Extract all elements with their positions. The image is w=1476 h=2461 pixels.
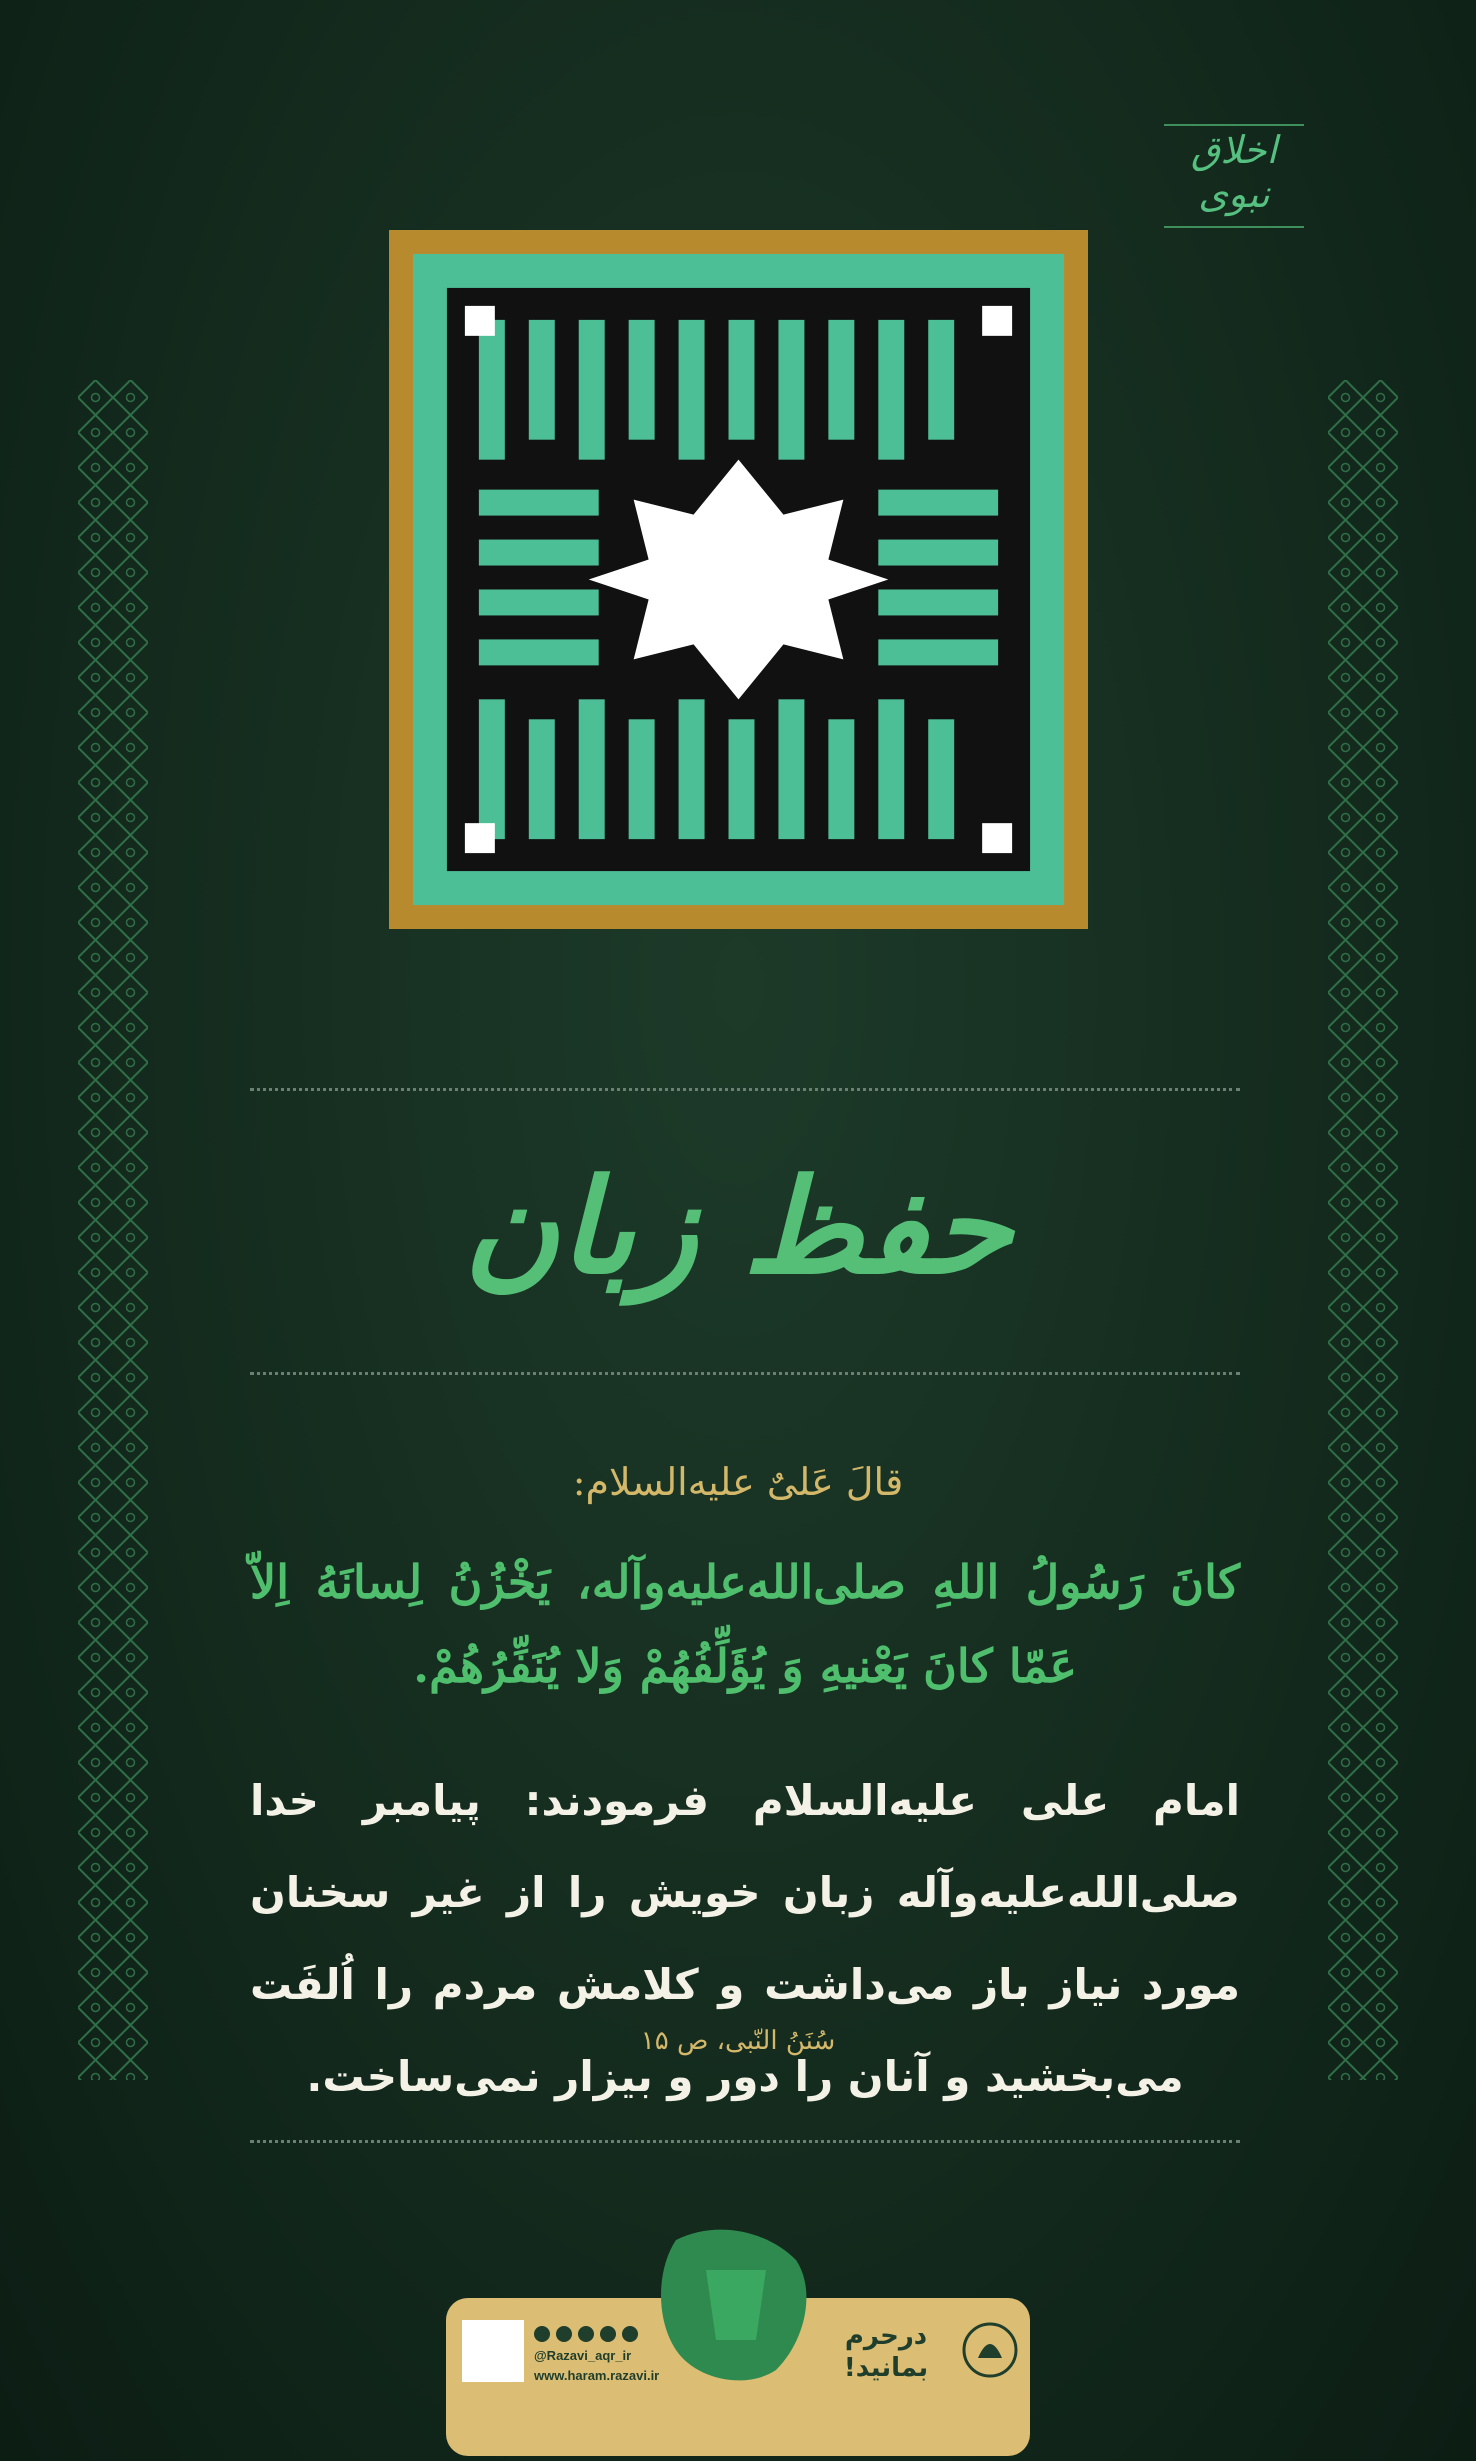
source-reference: سُنَنُ النّبی، ص ۱۵ [640, 2026, 836, 2056]
telegram-icon[interactable] [556, 2326, 572, 2342]
quote-intro: قالَ عَلیٌ علیه‌السلام: [572, 1460, 904, 1504]
divider-bottom [250, 2140, 1240, 2143]
divider-middle [250, 1372, 1240, 1375]
instagram-icon[interactable] [534, 2326, 550, 2342]
bale-icon[interactable] [600, 2326, 616, 2342]
shrine-seal-icon [960, 2320, 1020, 2380]
kufic-emblem [389, 230, 1088, 929]
social-icons [534, 2326, 638, 2342]
series-title: اخلاق نبوی [1190, 128, 1278, 216]
persian-translation: امام علی علیه‌السلام فرمودند: پیامبر خدا صلی‌الله‌علیه‌وآله زبان خویش را از غیر سخنان مورد نیاز باز می‌داشت و کلامش مردم را اُلفَت می‌بخشید و آنان را دور و بیزار نمی‌ساخت. [250, 1776, 1240, 2101]
divider-top [250, 1088, 1240, 1091]
campaign-logo-icon [646, 2220, 826, 2390]
website-link[interactable]: www.haram.razavi.ir [534, 2368, 660, 2383]
slogan [836, 2320, 936, 2384]
arabic-hadith: کانَ رَسُولُ اللهِ صلی‌الله‌علیه‌وآله، یَخْزُنُ لِسانَهُ اِلاّ عَمّا کانَ یَعْنیهِ وَ یُؤَلِّفُهُمْ وَلا یُنَفِّرُهُمْ. [250, 1555, 1240, 1693]
qr-code-icon[interactable] [462, 2320, 524, 2382]
slogan-line-2: بمانید! [843, 2353, 929, 2383]
eitaa-icon[interactable] [578, 2326, 594, 2342]
slogan-line-1: درحرم [844, 2321, 928, 2351]
rubika-icon[interactable] [622, 2326, 638, 2342]
series-title-line-bottom [1164, 226, 1304, 228]
social-handle[interactable]: @Razavi_aqr_ir [534, 2348, 632, 2363]
page-title: حفظ زبان [463, 1150, 1013, 1303]
series-title-line-top [1164, 124, 1304, 126]
